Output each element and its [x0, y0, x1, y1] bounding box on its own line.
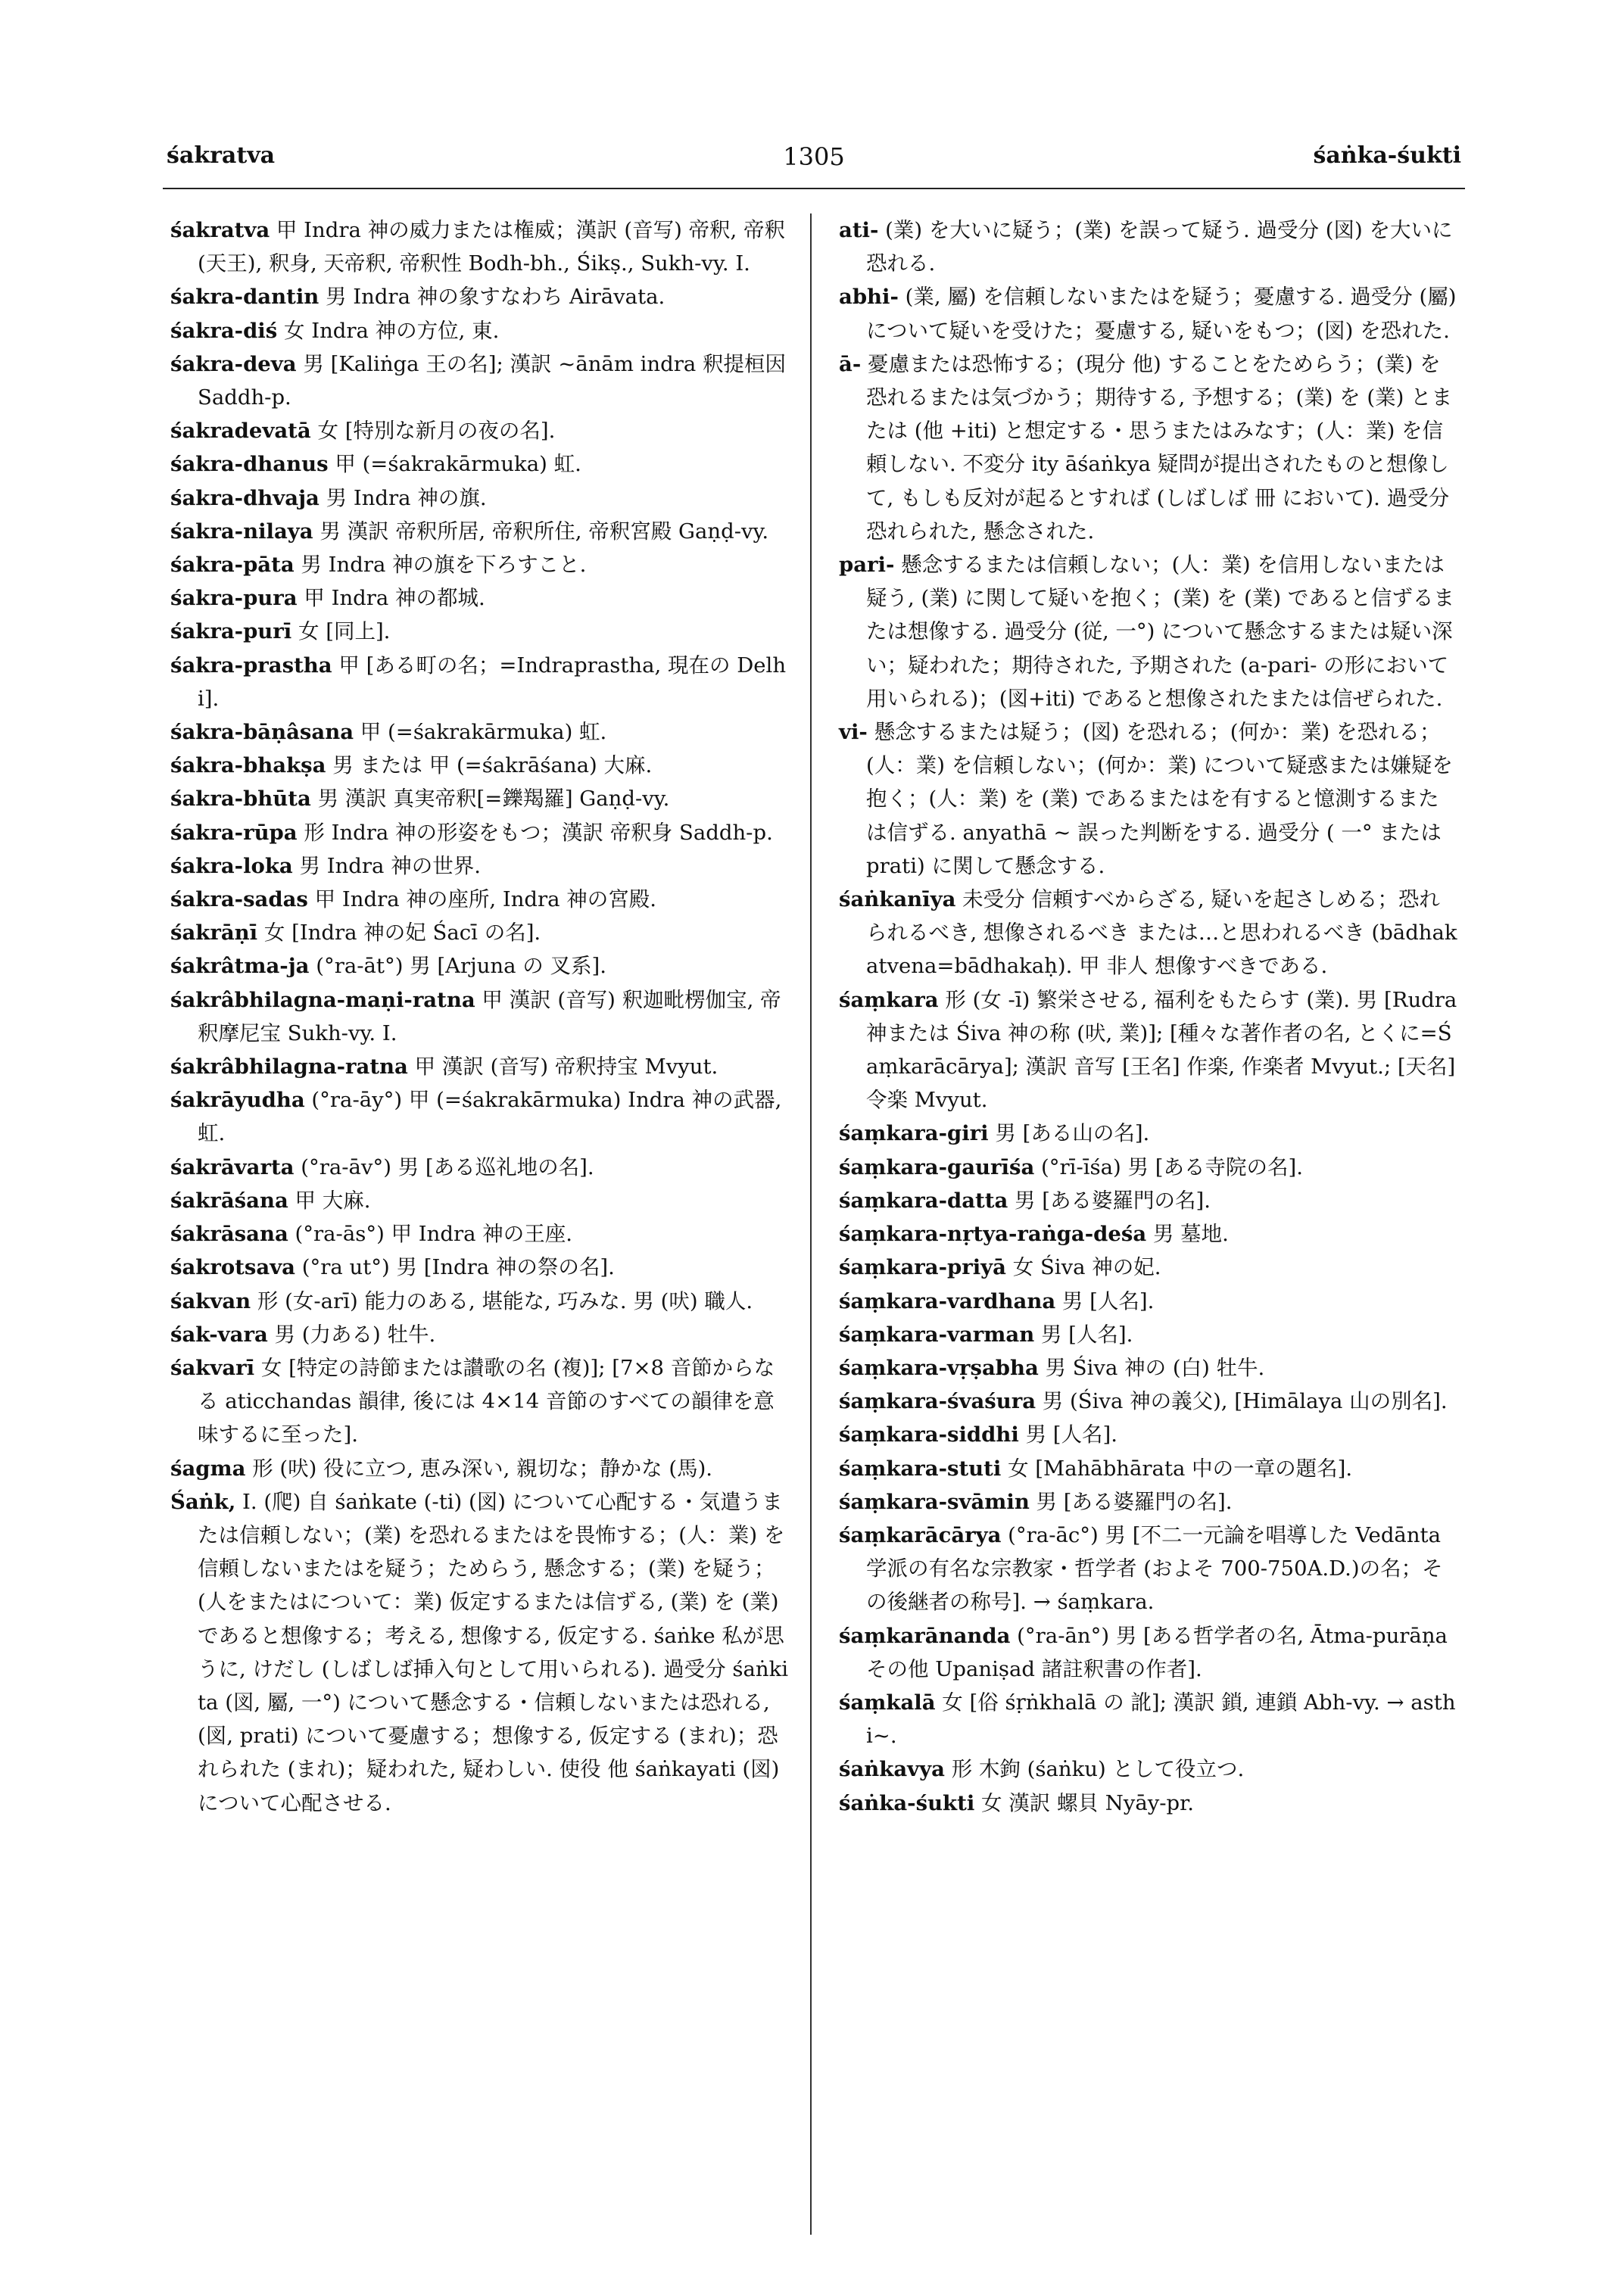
- entry-definition: 憂慮または恐怖する；(現分 他) することをためらう；(業) を恐れるまたは気づかう；期待する, 予想する；(業) を (業) とまたは (他 +iti) と想定する・思うまたはみなす；(人：業) を信頼しない. 不変分 ity āśaṅkya 疑問が提出されたものと想像して, もしも反対が起るとすれば (しばしば 冊 において). 過受分 恐れられた, 懸念された.: [861, 351, 1456, 544]
- entry-definition: 女 Indra 神の方位, 東.: [277, 318, 500, 343]
- entry-headword: śaṃkara: [839, 987, 939, 1012]
- dictionary-entry: [170, 782, 791, 815]
- dictionary-entry: [839, 1217, 1460, 1251]
- dictionary-entry: [839, 1452, 1460, 1485]
- dictionary-entry: [170, 883, 791, 916]
- entry-headword: śaṃkara-svāmin: [839, 1489, 1030, 1514]
- entry-headword: śakvan: [170, 1288, 251, 1313]
- entry-headword: śaṃkarācārya: [839, 1522, 1002, 1547]
- entry-definition: 懸念するまたは疑う；(図) を恐れる；(何か：業) を恐れる；(人：業) を信頼しない；(何か：業) について疑惑または嫌疑を抱く；(人：業) を (業) であるまたはを有すると憶測するまたは信ずる. anyathā ~ 誤った判断をする. 過受分 ( 一° または prati) に関して懸念する.: [866, 720, 1453, 878]
- entry-definition: 未受分 信頼すべからざる, 疑いを起さしめる；恐れられるべき, 想像されるべき または…と思われるべき (bādhakatvena=bādhakaḥ). 甲 非人 想像すべきである.: [866, 887, 1457, 979]
- entry-definition: 男 (力ある) 牡牛.: [267, 1322, 436, 1347]
- dictionary-entry: [839, 1752, 1460, 1786]
- entry-definition: 女 [特別な新月の夜の名].: [310, 419, 556, 444]
- dictionary-entry: [170, 314, 791, 347]
- entry-definition: 甲 Indra 神の座所, Indra 神の宮殿.: [307, 887, 657, 912]
- entry-definition: (°ra-āc°) 男 [不二一元論を唱導した Vedānta 学派の有名な宗教家・哲学者 (およそ 700-750A.D.)の名；その後継者の称号]. → śaṃkara.: [866, 1522, 1448, 1615]
- entry-definition: 男 または 甲 (=śakrāśana) 大麻.: [326, 753, 653, 778]
- entry-definition: 女 Śiva 神の妃.: [1005, 1255, 1161, 1280]
- dictionary-entry: [170, 481, 791, 515]
- dictionary-entry: [170, 1184, 791, 1217]
- entry-headword: śakrāṇī: [170, 921, 258, 946]
- entry-headword: śakrāvarta: [170, 1154, 295, 1179]
- dictionary-entry: [839, 1485, 1460, 1519]
- dictionary-entry: [170, 949, 791, 983]
- dictionary-entry: [170, 849, 791, 883]
- entry-headword: śakrotsava: [170, 1255, 295, 1280]
- dictionary-entry: [839, 1351, 1460, 1385]
- dictionary-entry: [170, 414, 791, 447]
- entry-definition: 男 Indra 神の旗.: [319, 485, 487, 510]
- dictionary-entry: [170, 1318, 791, 1351]
- entry-definition: 男 [ある婆羅門の名].: [1008, 1188, 1211, 1213]
- entry-definition: 懸念するまたは信頼しない；(人：業) を信用しないまたは疑う, (業) に関して疑いを抱く；(業) を (業) であると信ずるまたは想像する. 過受分 (従, 一°) について懸念するまたは疑い深い；疑われた；期待された, 予期された (a-pari- の形において用いられる)；(図+iti) であると想像されたまたは信ぜられた.: [866, 553, 1454, 711]
- entry-headword: vi-: [839, 720, 868, 745]
- dictionary-entry: [170, 447, 791, 481]
- column-divider: [810, 213, 812, 2235]
- dictionary-entry: [839, 1519, 1460, 1619]
- entry-headword: śaṃkara-stuti: [839, 1456, 1002, 1481]
- entry-headword: śak-vara: [170, 1322, 268, 1347]
- entry-definition: 男 Śiva 神の (白) 牡牛.: [1038, 1355, 1265, 1380]
- entry-definition: 男 [ある山の名].: [988, 1121, 1150, 1146]
- dictionary-entry: [170, 213, 791, 280]
- dictionary-entry: [839, 1184, 1460, 1217]
- entry-definition: 甲 (=śakrakārmuka) 虹.: [354, 720, 607, 745]
- entry-definition: 形 木鉤 (śaṅku) として役立つ.: [944, 1757, 1245, 1782]
- entry-definition: (°ra-āv°) 男 [ある巡礼地の名].: [294, 1154, 594, 1179]
- entry-definition: (°rī-īśa) 男 [ある寺院の名].: [1034, 1154, 1303, 1179]
- entry-definition: 甲 漢訳 (音写) 帝釈持宝 Mvyut.: [407, 1055, 718, 1080]
- entry-definition: (°ra ut°) 男 [Indra 神の祭の名].: [295, 1255, 615, 1280]
- dictionary-entry: [170, 1050, 791, 1083]
- entry-headword: śaṅkanīya: [839, 887, 956, 912]
- entry-definition: 男 [Kaliṅga 王の名]; 漢訳 ~ānām indra 釈提桓因 Saddh-p.: [198, 351, 793, 410]
- entry-definition: (°ra-ān°) 男 [ある哲学者の名, Ātma-purāṇa その他 Upaniṣad 諸註釈書の作者].: [866, 1623, 1454, 1681]
- entry-definition: I. (爬) 自 śaṅkate (-ti) (図) について心配する・気遣うまたは信頼しない；(業) を恐れるまたはを畏怖する；(人：業) を信頼しないまたはを疑う；ためらう, 懸念する；(業) を疑う；(人をまたはについて：業) 仮定するまたは信ずる, (業) を (業) であると想像する；考える, 想像する, 仮定する. śaṅke 私が思うに, けだし (しばしば挿入句として用いられる). 過受分 śaṅkita (図, 屬, 一°) について懸念する・信頼しないまたは恐れる, (図, prati) について憂慮する；想像する, 仮定する (まれ)；恐れられた (まれ)；疑われた, 疑わしい. 使役 他 śaṅkayati (図) について心配させる.: [198, 1489, 789, 1815]
- dictionary-entry: [170, 816, 791, 849]
- dictionary-entry: [170, 347, 791, 414]
- entry-headword: śakra-dhanus: [170, 452, 329, 477]
- entry-headword: pari-: [839, 553, 895, 578]
- entry-definition: 男 [人名].: [1018, 1422, 1118, 1447]
- entry-definition: (°ra-ās°) 甲 Indra 神の王座.: [288, 1222, 573, 1247]
- dictionary-entry: [170, 916, 791, 949]
- entry-headword: śakra-nilaya: [170, 519, 313, 544]
- entry-definition: 男 (Śiva 神の義父), [Himālaya 山の別名].: [1036, 1389, 1448, 1414]
- entry-definition: 女 [Indra 神の妃 Śacī の名].: [257, 921, 541, 946]
- dictionary-entry: [839, 548, 1460, 715]
- entry-headword: śakrāyudha: [170, 1088, 305, 1113]
- dictionary-entry: [170, 581, 791, 615]
- dictionary-entry: [170, 749, 791, 782]
- entry-definition: 甲 (=śakrakārmuka) 虹.: [328, 452, 581, 477]
- dictionary-entry: [839, 1619, 1460, 1686]
- entry-definition: 形 Indra 神の形姿をもつ；漢訳 帝釈身 Saddh-p.: [297, 820, 773, 845]
- dictionary-entry: [839, 1787, 1460, 1820]
- entry-headword: śaṅka-śukti: [839, 1790, 975, 1815]
- dictionary-entry: [170, 548, 791, 581]
- entry-definition: 男 [人名].: [1034, 1322, 1133, 1347]
- entry-headword: abhi-: [839, 285, 899, 310]
- entry-headword: śakra-deva: [170, 351, 297, 376]
- entry-definition: 甲 [ある町の名；=Indraprastha, 現在の Delhi].: [198, 653, 787, 711]
- entry-definition: 甲 漢訳 (音写) 釈迦毗楞伽宝, 帝釈摩尼宝 Sukh-vy. I.: [198, 987, 781, 1045]
- entry-headword: śakrâbhilagna-maṇi-ratna: [170, 987, 475, 1012]
- entry-headword: śakra-loka: [170, 853, 293, 878]
- entry-headword: śaṃkara-vṛṣabha: [839, 1355, 1039, 1380]
- dictionary-entry: [170, 983, 791, 1050]
- dictionary-entry: [839, 1285, 1460, 1318]
- dictionary-entry: [170, 1083, 791, 1150]
- entry-definition: (業, 屬) を信頼しないまたはを疑う；憂慮する. 過受分 (屬) について疑いを受けた；憂慮する, 疑いをもつ；(図) を恐れた.: [866, 285, 1463, 343]
- entry-headword: śaṃkara-giri: [839, 1121, 989, 1146]
- dictionary-entry: [839, 1418, 1460, 1451]
- dictionary-entry: [170, 1217, 791, 1251]
- entry-headword: śakrāśana: [170, 1188, 288, 1213]
- entry-definition: (業) を大いに疑う；(業) を誤って疑う. 過受分 (図) を大いに恐れる.: [866, 218, 1453, 276]
- dictionary-entry: [839, 1151, 1460, 1184]
- entry-headword: śaṃkalā: [839, 1690, 936, 1715]
- entry-headword: śaṃkara-gaurīśa: [839, 1154, 1035, 1179]
- entry-definition: 女 漢訳 螺貝 Nyāy-pr.: [974, 1790, 1195, 1815]
- header-left-guide-word: śakratva: [167, 142, 276, 169]
- entry-definition: (°ra-āy°) 甲 (=śakrakārmuka) Indra 神の武器, 虹.: [198, 1088, 789, 1146]
- entry-definition: 形 (吠) 役に立つ, 恵み深い, 親切な；静かな (馬).: [245, 1456, 713, 1481]
- entry-headword: śakradevatā: [170, 419, 311, 444]
- entry-headword: śakrâbhilagna-ratna: [170, 1055, 408, 1080]
- entry-headword: śaṃkara-datta: [839, 1188, 1008, 1213]
- entry-headword: śakra-pāta: [170, 553, 295, 578]
- entry-headword: śakratva: [170, 218, 270, 242]
- entry-definition: 女 [特定の詩節または讃歌の名 (複)]; [7×8 音節からなる aticchandas 韻律, 後には 4×14 音節のすべての韻律を意味するに至った].: [198, 1355, 775, 1447]
- dictionary-entry: [839, 1385, 1460, 1418]
- entry-definition: 男 漢訳 帝釈所居, 帝釈所住, 帝釈宮殿 Gaṇḍ-vy.: [313, 519, 769, 544]
- entry-headword: śaṃkara-śvaśura: [839, 1389, 1036, 1414]
- dictionary-entry: [839, 883, 1460, 983]
- page-header: [167, 142, 1461, 188]
- dictionary-entry: [170, 615, 791, 648]
- entry-headword: śakra-bhakṣa: [170, 753, 326, 778]
- dictionary-entry: [839, 280, 1463, 347]
- entry-headword: śakra-bāṇâsana: [170, 720, 354, 745]
- entry-headword: śakra-prastha: [170, 653, 332, 678]
- dictionary-entry: [170, 1251, 791, 1284]
- header-rule: [163, 188, 1465, 189]
- entry-headword: śaṃkarānanda: [839, 1623, 1011, 1648]
- entry-definition: (°ra-āt°) 男 [Arjuna の 叉系].: [309, 954, 606, 979]
- entry-headword: Śaṅk,: [170, 1489, 236, 1514]
- left-column: [170, 213, 791, 1820]
- entry-headword: ā-: [839, 351, 862, 376]
- entry-definition: 男 漢訳 真実帝釈[=鑠羯羅] Gaṇḍ-vy.: [310, 787, 670, 812]
- entry-headword: śaṃkara-nṛtya-raṅga-deśa: [839, 1222, 1147, 1247]
- entry-definition: 女 [Mahābhārata 中の一章の題名].: [1001, 1456, 1353, 1481]
- entry-headword: śakrâtma-ja: [170, 954, 310, 979]
- entry-definition: 形 (女 -ī) 繁栄させる, 福利をもたらす (業). 男 [Rudra 神または Śiva 神の称 (吠, 業)]; [種々な著作者の名, とくに=Śaṃkarācārya]; 漢訳 音写 [王名] 作楽, 作楽者 Mvyut.; [天名] 令楽 Mvyut.: [866, 987, 1464, 1113]
- dictionary-entry: [839, 983, 1464, 1117]
- entry-definition: 男 Indra 神の象すなわち Airāvata.: [319, 285, 665, 310]
- entry-headword: śagma: [170, 1456, 246, 1481]
- entry-definition: 女 [俗 śṛṅkhalā の 訛]; 漢訳 鎖, 連鎖 Abh-vy. → asthi~.: [866, 1690, 1456, 1749]
- dictionary-entry: [839, 1318, 1460, 1351]
- entry-headword: śakra-dantin: [170, 285, 320, 310]
- header-right-guide-word: śaṅka-śukti: [1313, 142, 1461, 169]
- entry-headword: śakra-sadas: [170, 887, 308, 912]
- dictionary-entry: [170, 280, 791, 313]
- entry-definition: 男 [人名].: [1055, 1288, 1155, 1313]
- dictionary-entry: [839, 1251, 1460, 1284]
- dictionary-entry: [839, 1117, 1460, 1150]
- entry-definition: 男 [ある婆羅門の名].: [1029, 1489, 1233, 1514]
- entry-headword: śakrāsana: [170, 1222, 288, 1247]
- entry-definition: 女 [同上].: [291, 619, 391, 644]
- entry-definition: 形 (女-arī) 能力のある, 堪能な, 巧みな. 男 (吠) 職人.: [251, 1288, 753, 1313]
- dictionary-entry: [170, 1151, 791, 1184]
- entry-headword: śakvarī: [170, 1355, 255, 1380]
- entry-headword: śakra-purī: [170, 619, 292, 644]
- entry-headword: śakra-pura: [170, 586, 298, 611]
- dictionary-entry: [170, 1285, 791, 1318]
- entry-definition: 甲 Indra 神の威力または権威；漢訳 (音写) 帝釈, 帝釈 (天王), 釈身, 天帝釈, 帝釈性 Bodh-bh., Śikṣ., Sukh-vy. I.: [198, 218, 792, 276]
- entry-definition: 男 墓地.: [1146, 1222, 1229, 1247]
- dictionary-entry: [170, 515, 791, 548]
- entry-headword: śakra-bhūta: [170, 787, 311, 812]
- dictionary-entry: [839, 1686, 1460, 1752]
- entry-definition: 男 Indra 神の世界.: [292, 853, 481, 878]
- entry-headword: śaṃkara-priyā: [839, 1255, 1006, 1280]
- entry-definition: 男 Indra 神の旗を下ろすこと.: [294, 553, 587, 578]
- dictionary-entry: [170, 1485, 791, 1820]
- entry-definition: 甲 Indra 神の都城.: [297, 586, 485, 611]
- dictionary-entry: [170, 715, 791, 749]
- entry-headword: śaṅkavya: [839, 1757, 945, 1782]
- dictionary-entry: [839, 347, 1460, 548]
- entry-headword: śakra-diś: [170, 318, 278, 343]
- entry-headword: śaṃkara-siddhi: [839, 1422, 1019, 1447]
- entry-headword: ati-: [839, 218, 879, 242]
- dictionary-entry: [170, 1452, 791, 1485]
- entry-headword: śakra-rūpa: [170, 820, 298, 845]
- right-column: [839, 213, 1464, 1820]
- dictionary-entry: [839, 213, 1460, 280]
- entry-headword: śakra-dhvaja: [170, 485, 320, 510]
- dictionary-entry: [839, 715, 1460, 883]
- entry-headword: śaṃkara-vardhana: [839, 1288, 1056, 1313]
- dictionary-entry: [170, 649, 791, 715]
- dictionary-entry: [170, 1351, 791, 1452]
- entry-headword: śaṃkara-varman: [839, 1322, 1035, 1347]
- page-number: 1305: [783, 142, 845, 171]
- entry-definition: 甲 大麻.: [288, 1188, 371, 1213]
